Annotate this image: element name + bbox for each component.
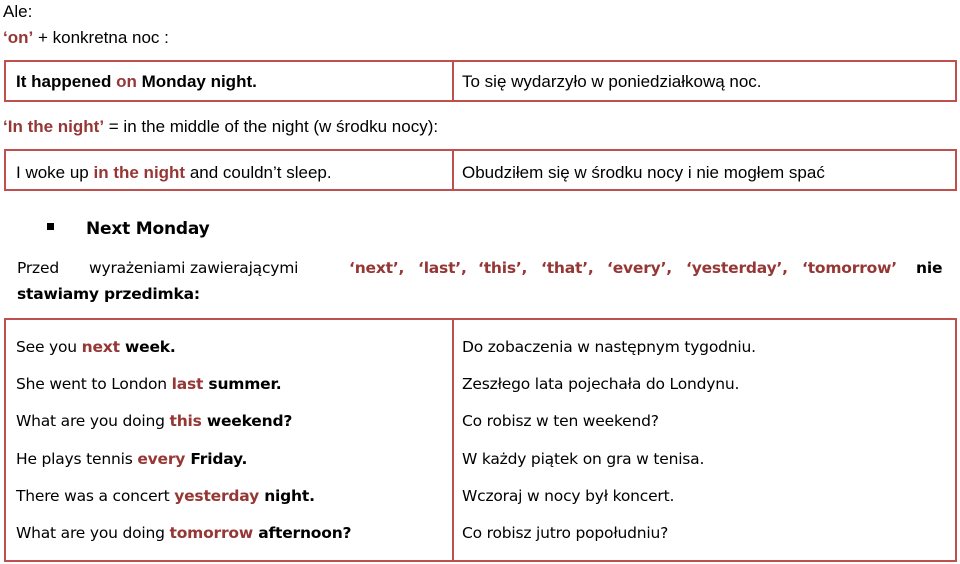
example-table-on bbox=[4, 60, 957, 102]
phrase-in-the-night: In the night bbox=[7, 117, 100, 136]
highlight-word: this bbox=[169, 412, 202, 430]
quote-close: ’ bbox=[99, 117, 105, 136]
example-english bbox=[16, 412, 292, 430]
keyword-next: ‘next’, bbox=[349, 259, 405, 277]
table-divider bbox=[452, 320, 454, 560]
text-segment: weekend? bbox=[201, 412, 293, 430]
intro-rule bbox=[3, 28, 169, 48]
highlight-word: next bbox=[81, 338, 120, 356]
highlight-word: yesterday bbox=[174, 487, 259, 505]
quote-open: ‘ bbox=[3, 28, 8, 47]
examples-table bbox=[4, 318, 957, 562]
intro-rule-rest: + konkretna noc : bbox=[33, 28, 169, 47]
text-segment: night. bbox=[259, 487, 315, 505]
example-english bbox=[16, 524, 351, 542]
keyword-tomorrow: ‘tomorrow’ bbox=[802, 259, 897, 277]
text-segment: There was a concert bbox=[16, 487, 175, 505]
table-cell-polish: To się wydarzyło w poniedziałkową noc. bbox=[462, 72, 762, 91]
highlight-word: tomorrow bbox=[169, 524, 253, 542]
example-english bbox=[16, 450, 247, 468]
text-segment: summer. bbox=[203, 375, 282, 393]
text-segment: week. bbox=[119, 338, 176, 356]
table-cell-english bbox=[16, 163, 332, 183]
square-bullet-icon bbox=[47, 223, 54, 230]
rule-line-2: stawiamy przedimka: bbox=[17, 285, 200, 303]
night-definition-rest: = in the middle of the night (w środku nocy): bbox=[104, 117, 439, 136]
text-segment: Friday. bbox=[185, 450, 248, 468]
table-cell-english bbox=[16, 72, 257, 92]
example-english bbox=[16, 375, 281, 393]
keyword-yesterday: ‘yesterday’, bbox=[686, 259, 788, 277]
night-definition bbox=[3, 117, 438, 137]
text-segment: He plays tennis bbox=[16, 450, 138, 468]
table-cell-polish: Obudziłem się w środku nocy i nie mogłem spać bbox=[462, 163, 825, 182]
example-polish: Wczoraj w nocy był koncert. bbox=[462, 487, 675, 505]
quote-open: ‘ bbox=[3, 117, 8, 136]
text-segment: and couldn’t sleep. bbox=[185, 163, 332, 182]
section-heading: Next Monday bbox=[86, 219, 210, 239]
example-polish: Co robisz w ten weekend? bbox=[462, 412, 659, 430]
example-polish: W każdy piątek on gra w tenisa. bbox=[462, 450, 705, 468]
keyword-last: ‘last’, bbox=[418, 259, 467, 277]
highlight-on: on bbox=[116, 72, 137, 91]
example-polish: Zeszłego lata pojechała do Londynu. bbox=[462, 375, 740, 393]
keyword-every: ‘every’, bbox=[607, 259, 672, 277]
text-segment: It happened bbox=[16, 72, 117, 91]
keyword-this: ‘this’, bbox=[478, 259, 528, 277]
text-segment: What are you doing bbox=[16, 524, 170, 542]
rule-word-1: Przed bbox=[17, 259, 59, 277]
example-english bbox=[16, 338, 176, 356]
table-divider bbox=[452, 62, 454, 100]
text-segment: Monday night. bbox=[136, 72, 257, 91]
intro-label: Ale: bbox=[3, 2, 33, 21]
table-divider bbox=[452, 151, 454, 189]
highlight-word: last bbox=[171, 375, 204, 393]
rule-end-word: nie bbox=[916, 259, 943, 277]
quote-close: ’ bbox=[28, 28, 34, 47]
rule-word-2: wyrażeniami zawierającymi bbox=[89, 259, 299, 277]
text-segment: What are you doing bbox=[16, 412, 170, 430]
text-segment: afternoon? bbox=[253, 524, 352, 542]
text-segment: She went to London bbox=[16, 375, 172, 393]
text-segment: I woke up bbox=[16, 163, 94, 182]
keyword-that: ‘that’, bbox=[541, 259, 594, 277]
example-table-in-the-night bbox=[4, 149, 957, 191]
keyword-on: on bbox=[7, 28, 29, 47]
example-polish: Co robisz jutro popołudniu? bbox=[462, 524, 669, 542]
example-english bbox=[16, 487, 315, 505]
highlight-word: every bbox=[137, 450, 186, 468]
text-segment: See you bbox=[16, 338, 82, 356]
highlight-in-the-night: in the night bbox=[93, 163, 186, 182]
example-polish: Do zobaczenia w następnym tygodniu. bbox=[462, 338, 756, 356]
